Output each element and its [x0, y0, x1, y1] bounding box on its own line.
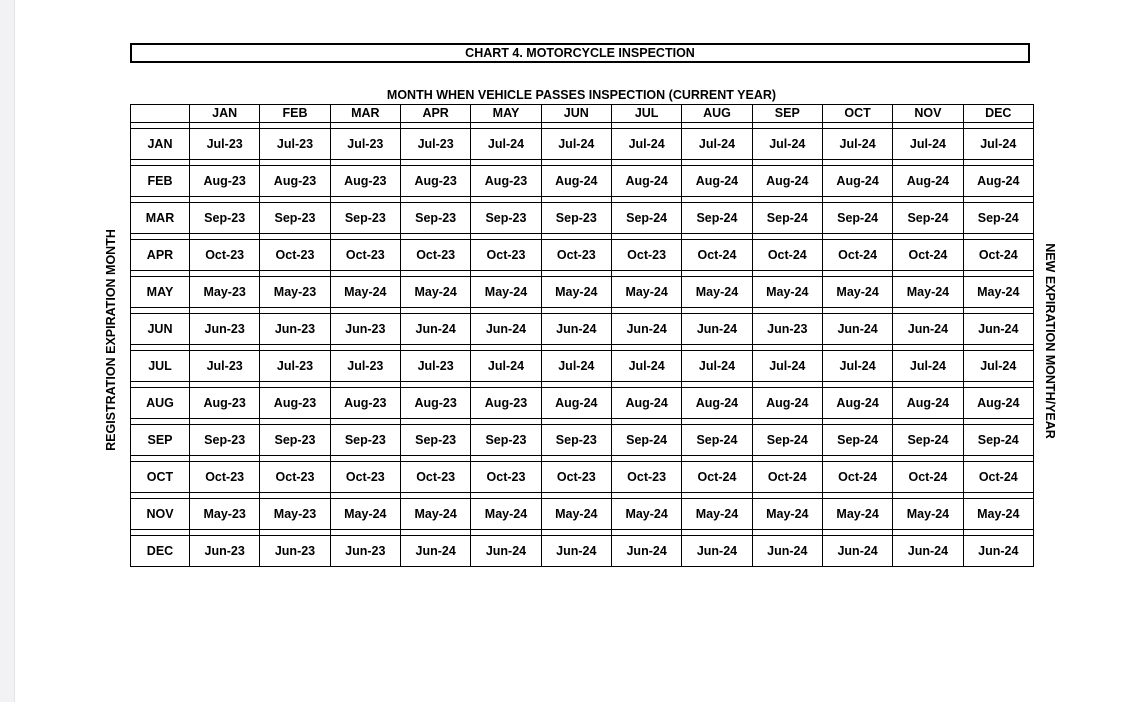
- table-cell: May-24: [893, 277, 963, 308]
- table-cell: Aug-24: [611, 166, 681, 197]
- table-cell: Aug-23: [260, 388, 330, 419]
- table-cell: Aug-23: [260, 166, 330, 197]
- table-row: [131, 129, 1034, 160]
- table-cell: Oct-24: [963, 240, 1033, 271]
- table-cell: Oct-23: [471, 462, 541, 493]
- row-header: AUG: [131, 388, 190, 419]
- table-cell: Jul-23: [190, 351, 260, 382]
- table-cell: Oct-24: [682, 462, 752, 493]
- table-cell: Aug-23: [330, 388, 400, 419]
- inspection-table: [130, 104, 1034, 567]
- table-cell: Sep-24: [752, 203, 822, 234]
- table-cell: Jul-23: [330, 351, 400, 382]
- table-cell: May-23: [190, 499, 260, 530]
- table-cell: May-24: [682, 499, 752, 530]
- table-cell: Jul-23: [400, 129, 470, 160]
- table-cell: Oct-23: [190, 240, 260, 271]
- table-cell: Jul-24: [471, 351, 541, 382]
- table-cell: Jul-24: [611, 351, 681, 382]
- table-cell: Jun-24: [822, 314, 892, 345]
- table-cell: Sep-23: [471, 425, 541, 456]
- table-cell: Jun-24: [611, 536, 681, 567]
- table-cell: Jul-24: [752, 351, 822, 382]
- table-row: [131, 166, 1034, 197]
- table-cell: Oct-23: [330, 462, 400, 493]
- table-cell: Aug-23: [471, 166, 541, 197]
- table-cell: Aug-24: [963, 388, 1033, 419]
- table-cell: Sep-24: [963, 425, 1033, 456]
- table-cell: Sep-24: [611, 425, 681, 456]
- table-cell: May-24: [752, 277, 822, 308]
- table-cell: Oct-23: [400, 462, 470, 493]
- table-cell: Jun-23: [260, 536, 330, 567]
- table-cell: Jul-24: [963, 351, 1033, 382]
- table-cell: Oct-24: [682, 240, 752, 271]
- table-cell: Sep-24: [752, 425, 822, 456]
- table-cell: Jun-24: [752, 536, 822, 567]
- table-cell: Aug-24: [752, 166, 822, 197]
- table-cell: Jul-24: [752, 129, 822, 160]
- column-header: MAR: [330, 105, 400, 123]
- table-cell: Sep-23: [190, 203, 260, 234]
- table-cell: Jun-23: [330, 314, 400, 345]
- table-cell: Jun-24: [822, 536, 892, 567]
- table-row: [131, 277, 1034, 308]
- table-cell: Oct-24: [822, 462, 892, 493]
- chart-title: CHART 4. MOTORCYCLE INSPECTION: [130, 43, 1030, 63]
- table-cell: Aug-24: [682, 166, 752, 197]
- table-row: [131, 499, 1034, 530]
- table-cell: Jun-24: [963, 536, 1033, 567]
- table-cell: Jul-24: [963, 129, 1033, 160]
- table-cell: Aug-24: [611, 388, 681, 419]
- table-cell: Oct-23: [611, 462, 681, 493]
- table-cell: Sep-24: [822, 203, 892, 234]
- column-header: FEB: [260, 105, 330, 123]
- table-row: [131, 536, 1034, 567]
- column-header: JUL: [611, 105, 681, 123]
- table-row: [131, 240, 1034, 271]
- table-cell: Sep-23: [400, 203, 470, 234]
- column-header: JUN: [541, 105, 611, 123]
- table-cell: May-23: [190, 277, 260, 308]
- table-cell: Jun-24: [682, 314, 752, 345]
- table-cell: Jun-24: [541, 314, 611, 345]
- row-header: SEP: [131, 425, 190, 456]
- table-cell: Aug-23: [330, 166, 400, 197]
- table-row: [131, 388, 1034, 419]
- row-header: MAR: [131, 203, 190, 234]
- table-cell: Jul-24: [611, 129, 681, 160]
- table-cell: Oct-23: [541, 462, 611, 493]
- table-cell: Jun-24: [893, 536, 963, 567]
- table-cell: Jul-23: [330, 129, 400, 160]
- table-cell: Jul-23: [260, 351, 330, 382]
- table-cell: May-24: [752, 499, 822, 530]
- table-row: [131, 314, 1034, 345]
- table-cell: Sep-24: [893, 425, 963, 456]
- table-cell: Aug-23: [190, 388, 260, 419]
- table-cell: Oct-24: [752, 240, 822, 271]
- table-cell: Jun-24: [471, 314, 541, 345]
- table-cell: Sep-24: [822, 425, 892, 456]
- table-cell: Jun-24: [541, 536, 611, 567]
- column-header: MAY: [471, 105, 541, 123]
- table-cell: Sep-24: [611, 203, 681, 234]
- table-row: [131, 351, 1034, 382]
- table-cell: May-24: [963, 499, 1033, 530]
- table-row: [131, 203, 1034, 234]
- table-cell: Jul-24: [822, 129, 892, 160]
- table-cell: Jun-24: [400, 314, 470, 345]
- column-header: SEP: [752, 105, 822, 123]
- table-cell: Oct-24: [893, 462, 963, 493]
- table-cell: Sep-23: [541, 203, 611, 234]
- table-cell: Oct-23: [260, 240, 330, 271]
- table-cell: Sep-24: [963, 203, 1033, 234]
- table-cell: Aug-23: [471, 388, 541, 419]
- column-header: DEC: [963, 105, 1033, 123]
- row-header: DEC: [131, 536, 190, 567]
- page-edge: [0, 0, 15, 702]
- table-cell: Jun-24: [471, 536, 541, 567]
- table-cell: Jul-24: [822, 351, 892, 382]
- table-cell: Sep-24: [682, 203, 752, 234]
- table-cell: Aug-24: [893, 388, 963, 419]
- table-cell: May-24: [330, 499, 400, 530]
- table-cell: Sep-23: [471, 203, 541, 234]
- row-header: APR: [131, 240, 190, 271]
- table-cell: Oct-24: [822, 240, 892, 271]
- table-cell: Oct-24: [752, 462, 822, 493]
- table-cell: Oct-23: [541, 240, 611, 271]
- table-cell: Oct-24: [963, 462, 1033, 493]
- table-cell: Jul-24: [893, 351, 963, 382]
- table-cell: May-23: [260, 499, 330, 530]
- table-cell: May-24: [682, 277, 752, 308]
- table-cell: Jun-24: [400, 536, 470, 567]
- table-cell: Jul-23: [190, 129, 260, 160]
- table-cell: Jun-24: [682, 536, 752, 567]
- table-cell: May-24: [963, 277, 1033, 308]
- table-cell: Aug-24: [963, 166, 1033, 197]
- row-header: MAY: [131, 277, 190, 308]
- table-cell: Jun-23: [752, 314, 822, 345]
- table-row: [131, 425, 1034, 456]
- table-cell: Aug-24: [541, 166, 611, 197]
- table-cell: May-24: [400, 499, 470, 530]
- table-cell: Jun-23: [190, 314, 260, 345]
- column-header: APR: [400, 105, 470, 123]
- table-cell: Oct-23: [260, 462, 330, 493]
- table-cell: May-24: [822, 499, 892, 530]
- table-cell: Aug-23: [190, 166, 260, 197]
- corner-cell: [131, 105, 190, 123]
- table-cell: Oct-23: [400, 240, 470, 271]
- row-header: NOV: [131, 499, 190, 530]
- table-cell: Aug-24: [822, 388, 892, 419]
- table-cell: Aug-23: [400, 388, 470, 419]
- table-row: [131, 462, 1034, 493]
- table-cell: May-24: [611, 277, 681, 308]
- table-cell: May-24: [400, 277, 470, 308]
- table-cell: Jun-24: [611, 314, 681, 345]
- table-cell: Sep-23: [330, 203, 400, 234]
- inspection-table-wrapper: [130, 104, 1034, 567]
- table-cell: Jun-24: [893, 314, 963, 345]
- table-cell: Sep-23: [190, 425, 260, 456]
- table-cell: Sep-23: [260, 425, 330, 456]
- table-cell: Sep-23: [400, 425, 470, 456]
- table-cell: Aug-24: [682, 388, 752, 419]
- table-cell: May-24: [611, 499, 681, 530]
- table-cell: Aug-24: [541, 388, 611, 419]
- table-cell: Jul-24: [682, 129, 752, 160]
- column-header: JAN: [190, 105, 260, 123]
- table-cell: Oct-23: [330, 240, 400, 271]
- column-header: NOV: [893, 105, 963, 123]
- table-cell: May-23: [260, 277, 330, 308]
- table-cell: Jul-24: [541, 129, 611, 160]
- table-cell: Jul-24: [893, 129, 963, 160]
- table-cell: Aug-24: [822, 166, 892, 197]
- table-cell: Sep-24: [893, 203, 963, 234]
- table-cell: Aug-24: [893, 166, 963, 197]
- table-cell: Jul-24: [682, 351, 752, 382]
- row-header: FEB: [131, 166, 190, 197]
- row-header: JUL: [131, 351, 190, 382]
- table-cell: Aug-23: [400, 166, 470, 197]
- table-cell: May-24: [471, 499, 541, 530]
- table-cell: Jun-23: [330, 536, 400, 567]
- row-header: JUN: [131, 314, 190, 345]
- row-header: JAN: [131, 129, 190, 160]
- table-cell: Jul-24: [471, 129, 541, 160]
- table-cell: Jul-23: [400, 351, 470, 382]
- table-cell: Aug-24: [752, 388, 822, 419]
- table-cell: May-24: [541, 277, 611, 308]
- table-cell: May-24: [330, 277, 400, 308]
- table-cell: Jul-24: [541, 351, 611, 382]
- column-heading: MONTH WHEN VEHICLE PASSES INSPECTION (CURRENT YEAR): [386, 88, 777, 102]
- table-cell: May-24: [893, 499, 963, 530]
- result-axis-label: NEW EXPIRATION MONTH/YEAR: [1043, 243, 1057, 439]
- table-cell: Jun-23: [190, 536, 260, 567]
- table-cell: Jun-24: [963, 314, 1033, 345]
- table-cell: Oct-23: [190, 462, 260, 493]
- table-cell: Sep-23: [260, 203, 330, 234]
- table-cell: Jul-23: [260, 129, 330, 160]
- table-cell: Oct-23: [471, 240, 541, 271]
- table-cell: Sep-24: [682, 425, 752, 456]
- table-cell: Jun-23: [260, 314, 330, 345]
- table-cell: Oct-23: [611, 240, 681, 271]
- table-cell: Sep-23: [330, 425, 400, 456]
- table-cell: May-24: [822, 277, 892, 308]
- table-cell: Sep-23: [541, 425, 611, 456]
- header-row: [131, 105, 1034, 123]
- column-header: OCT: [822, 105, 892, 123]
- table-cell: May-24: [541, 499, 611, 530]
- table-cell: May-24: [471, 277, 541, 308]
- row-axis-label: REGISTRATION EXPIRATION MONTH: [104, 229, 118, 451]
- table-cell: Oct-24: [893, 240, 963, 271]
- column-header: AUG: [682, 105, 752, 123]
- row-header: OCT: [131, 462, 190, 493]
